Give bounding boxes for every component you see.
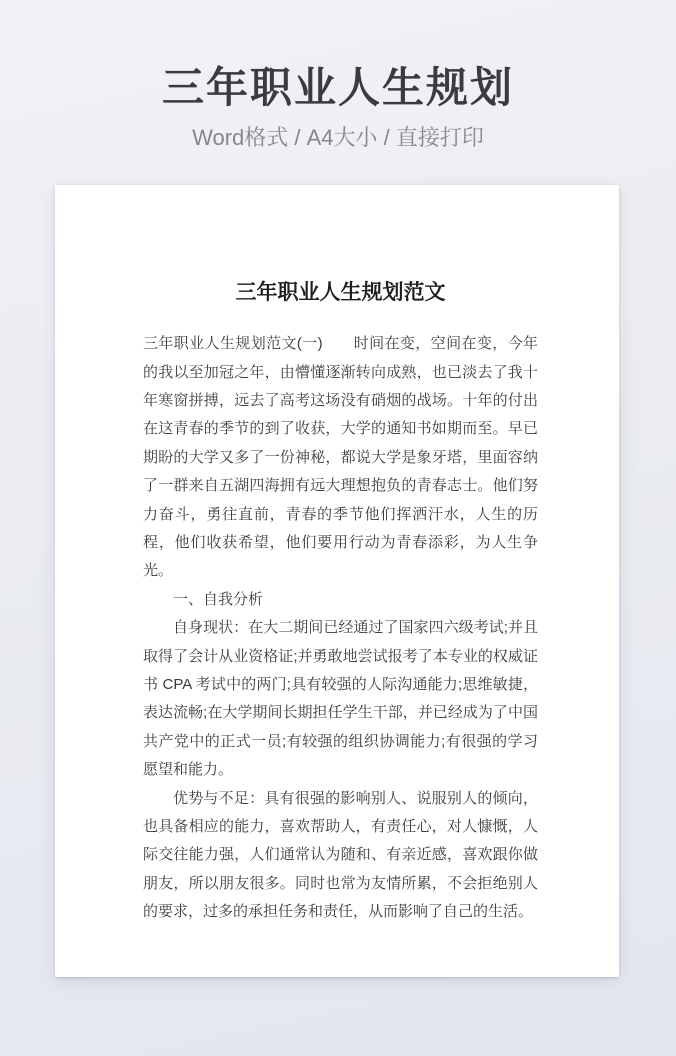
document-page-preview: [55, 185, 619, 977]
heading-self-analysis: 一、自我分析: [173, 590, 264, 608]
paragraph-current-status: 自身现状：在大二期间已经通过了国家四六级考试;并且取得了会计从业资格证;并勇敢地尝试报考了本专业的权威证书 CPA 考试中的两门;具有较强的人际沟通能力;思维敏捷，表达流畅;在大学期间长期担任学生干部，并已经成为了中国共产党中的正式一员;有较强的组织协调能力;有很强的学习愿望和能力。: [143, 619, 538, 779]
document-paragraphs: [143, 330, 538, 927]
paragraph-strengths-weaknesses: 优势与不足：具有很强的影响别人、说服别人的倾向，也具备相应的能力，喜欢帮助人，有责任心，对人慷慨，人际交往能力强，人们通常认为随和、有亲近感，喜欢跟你做朋友，所以朋友很多。同时也常为友情所累，不会拒绝别人的要求，过多的承担任务和责任，从而影响了自己的生活。: [143, 789, 538, 921]
header: [0, 0, 676, 152]
page-subtitle: Word格式 / A4大小 / 直接打印: [192, 125, 484, 151]
page-title: 三年职业人生规划: [161, 64, 514, 111]
document-content-area: [55, 185, 619, 927]
document-title: 三年职业人生规划范文: [235, 280, 446, 304]
paragraph-intro: 三年职业人生规划范文(一) 时间在变，空间在变，今年的我以至加冠之年，由懵懂逐渐转向成熟，也已淡去了我十年寒窗拼搏，远去了高考这场没有硝烟的战场。十年的付出在这青春的季节的到了收获，大学的通知书如期而至。早已期盼的大学又多了一份神秘，都说大学是象牙塔，里面容纳了一群来自五湖四海拥有远大理想抱负的青春志士。他们努力奋斗，勇往直前，青春的季节他们挥洒汗水，人生的历程，他们收获希望，他们要用行动为青春添彩，为人生争光。: [143, 335, 538, 580]
